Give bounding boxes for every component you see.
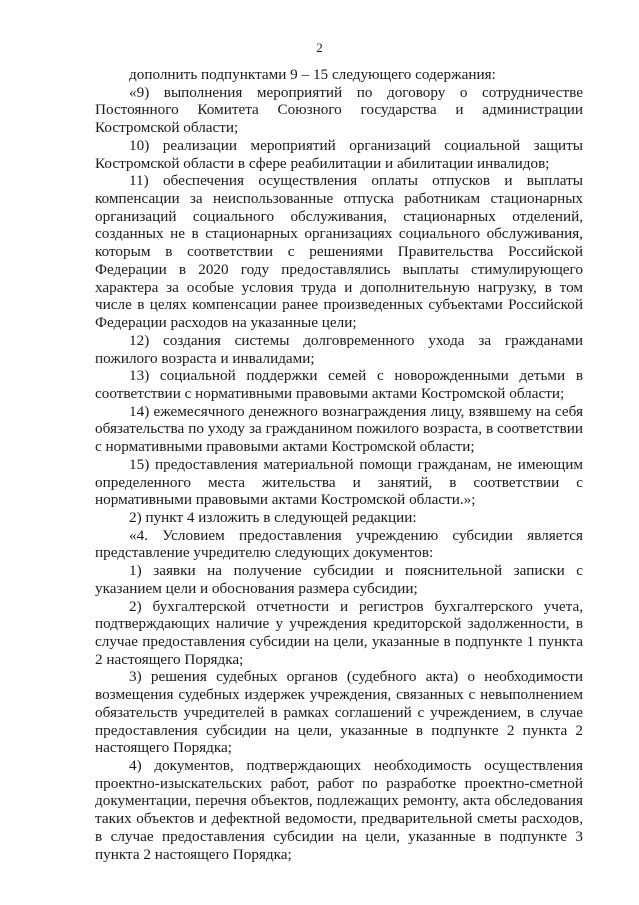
paragraph-point-2: 2) пункт 4 изложить в следующей редакции: xyxy=(129,508,417,526)
page-number: 2 xyxy=(316,40,323,55)
paragraph-item-14: 14) ежемесячного денежного вознаграждения лицу, взявшему на себя обязательства по уходу за гражданином пожилого возраста, в соответствии с нормативными правовыми актами Костромской области; xyxy=(95,402,583,456)
paragraph-item-9: «9) выполнения мероприятий по договору о сотрудничестве Постоянного Комитета Союзного государства и администрации Костромской области; xyxy=(95,83,583,137)
paragraph-item-13: 13) социальной поддержки семей с новорожденными детьми в соответствии с нормативными правовыми актами Костромской области; xyxy=(95,367,583,402)
paragraph-item-15: 15) предоставления материальной помощи гражданам, не имеющим определенного места жительства и занятий, в соответствии с нормативными правовыми актами Костромской области.»; xyxy=(95,455,583,509)
paragraph-item-12: 12) создания системы долговременного ухода за гражданами пожилого возраста и инвалидами; xyxy=(95,331,583,367)
paragraph-intro: дополнить подпунктами 9 – 15 следующего содержания: xyxy=(129,66,496,83)
paragraph-doc-3: 3) решения судебных органов (судебного акта) о необходимости возмещения судебных издержек учреждения, связанных с невыполнением обязательств учредителей в рамках соглашений с учреждением, в случае предоставления субсидии на цели, указанные в подпункте 2 пункта 2 настоящего Порядка; xyxy=(95,668,583,757)
paragraph-doc-2: 2) бухгалтерской отчетности и регистров бухгалтерского учета, подтверждающих наличие у учреждения кредиторской задолженности, в случае предоставления субсидии на цели, указанные в подпункте 1 пункта 2 настоящего Порядка; xyxy=(95,597,583,668)
paragraph-item-10: 10) реализации мероприятий организаций социальной защиты Костромской области в сфере реабилитации и абилитации инвалидов; xyxy=(95,136,583,172)
document-body xyxy=(95,66,583,863)
paragraph-item-11: 11) обеспечения осуществления оплаты отпусков и выплаты компенсации за неиспользованные отпуска работникам стационарных организаций социального обслуживания, стационарных отделений, созданных не в стационарных организациях социального обслуживания, которым в соответствии с решениями Правительства Российской Федерации в 2020 году предоставлялись выплаты стимулирующего характера за особые условия труда и дополнительную нагрузку, в том числе в целях компенсации ранее произведенных субъектами Российской Федерации расходов на указанные цели; xyxy=(95,172,583,332)
paragraph-doc-4: 4) документов, подтверждающих необходимость осуществления проектно-изыскательских работ, работ по разработке проектно-сметной документации, перечня объектов, подлежащих ремонту, акта обследования таких объектов и дефектной ведомости, предварительной сметы расходов, в случае предоставления субсидии на цели, указанные в подпункте 3 пункта 2 настоящего Порядка; xyxy=(95,757,583,863)
paragraph-clause-4: «4. Условием предоставления учреждению субсидии является представление учредителю следующих документов: xyxy=(95,526,583,562)
paragraph-doc-1: 1) заявки на получение субсидии и пояснительной записки с указанием цели и обоснования размера субсидии; xyxy=(95,562,583,597)
